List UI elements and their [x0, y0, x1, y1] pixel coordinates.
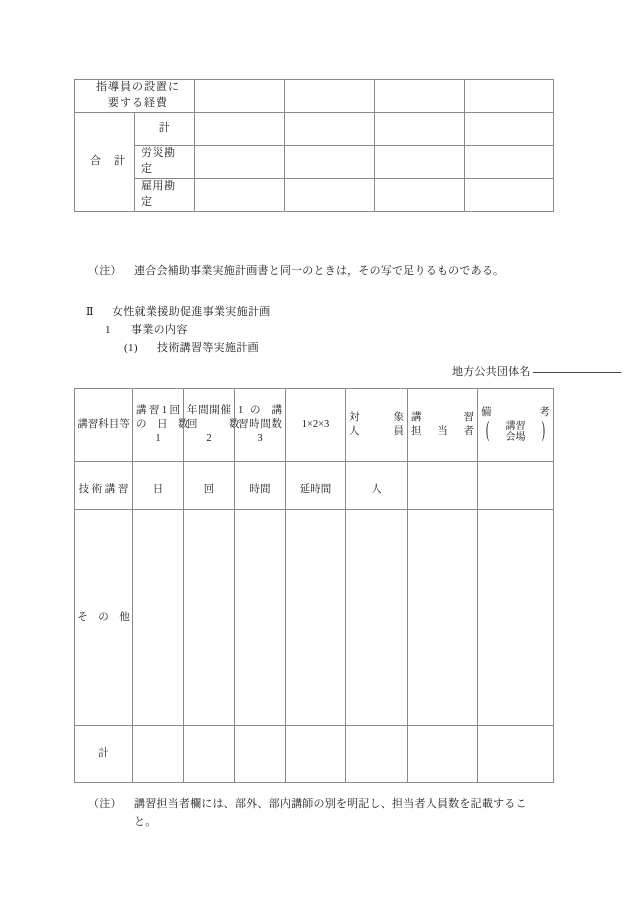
header-hours-line2: 習時間数 [238, 418, 282, 430]
row-label-line1: 合 計 [90, 155, 126, 168]
row-label-grand-total [75, 113, 135, 212]
item-heading-text: 技術講習等実施計画 [157, 342, 259, 354]
cell-target-persons[interactable] [346, 510, 408, 726]
note-top [88, 262, 504, 280]
cell-product[interactable] [286, 510, 346, 726]
cell-remarks[interactable] [478, 462, 554, 510]
cell-value[interactable] [375, 80, 465, 113]
note-bottom-continuation: と。 [134, 816, 157, 829]
table-row [75, 113, 554, 146]
subsection-heading-text: 事業の内容 [131, 324, 188, 336]
cell-days[interactable] [133, 510, 184, 726]
cell-target-unit: 人 [371, 484, 382, 496]
cell-value[interactable] [465, 80, 554, 113]
note-top-text: 連合会補助事業実施計画書と同一のときは，その写で足りるものである。 [134, 265, 505, 277]
row-label-line1: 指導員の設置に [96, 81, 180, 94]
cell-sessions[interactable] [184, 462, 235, 510]
section-heading [86, 303, 271, 319]
cell-value[interactable] [375, 113, 465, 146]
cell-value[interactable] [285, 113, 375, 146]
note-top-lead: （注） [88, 265, 122, 277]
cell-hours[interactable] [235, 462, 286, 510]
header-subject-label: 講習科目等 [77, 419, 130, 431]
header-hours-line1: 1 の 講 [238, 404, 282, 416]
table-row [75, 510, 554, 726]
cell-sessions[interactable] [184, 726, 235, 783]
table-row [75, 146, 554, 179]
organization-name-input[interactable] [533, 361, 621, 373]
cell-sessions[interactable] [184, 510, 235, 726]
cell-days[interactable] [133, 462, 184, 510]
table-row [75, 80, 554, 113]
cell-value[interactable] [195, 146, 285, 179]
note-bottom [88, 795, 558, 831]
subsection-heading-number: 1 [105, 324, 111, 336]
row-label-text: 技 術 講 習 [78, 484, 129, 496]
cell-days[interactable] [133, 726, 184, 783]
right-paren-icon: ) [541, 419, 545, 444]
row-label-line2: 要する経費 [108, 97, 168, 109]
cell-product[interactable] [286, 462, 346, 510]
cell-days-unit: 日 [152, 484, 164, 496]
header-remarks-label: 備 考 [481, 406, 550, 418]
section-heading-text: 女性就業援助促進事業実施計画 [112, 306, 271, 318]
header-instructor-line2: 担 当 者 [411, 426, 474, 437]
header-instructor-line1: 講 習 [411, 412, 474, 424]
row-label-technical-training [75, 462, 133, 510]
expense-summary-table [74, 79, 554, 212]
row-label-other: そ の 他 [75, 510, 133, 726]
header-remarks-paren-line1: 講習 [505, 420, 526, 432]
table-row [75, 726, 554, 783]
cell-instructor[interactable] [408, 462, 478, 510]
cell-sessions-unit: 回 [203, 484, 215, 496]
header-instructor [408, 389, 478, 462]
cell-instructor[interactable] [408, 510, 478, 726]
subrow-label-line1: 労災勘 [141, 147, 176, 160]
cell-value[interactable] [195, 179, 285, 212]
left-paren-icon: ( [486, 419, 490, 444]
cell-remarks[interactable] [478, 726, 554, 783]
table-row [75, 179, 554, 212]
subrow-label-line1: 雇用勘 [141, 180, 176, 193]
cell-value[interactable] [195, 113, 285, 146]
cell-instructor[interactable] [408, 726, 478, 783]
subrow-label-workers-comp-account [135, 146, 195, 179]
cell-target-persons[interactable] [346, 462, 408, 510]
subrow-label-employment-account [135, 179, 195, 212]
cell-value[interactable] [465, 179, 554, 212]
header-annual-sessions [184, 389, 240, 462]
subrow-label-line2: 定 [141, 196, 153, 208]
cell-value[interactable] [285, 179, 375, 212]
training-plan-table [74, 388, 554, 783]
section-heading-number: Ⅱ [86, 306, 94, 318]
header-sessions-number: 2 [206, 433, 212, 445]
header-days-line1: 講習1回 [136, 404, 180, 416]
cell-value[interactable] [465, 146, 554, 179]
organization-name-field [452, 361, 621, 379]
cell-product[interactable] [286, 726, 346, 783]
cell-remarks[interactable] [478, 510, 554, 726]
header-days-number: 1 [155, 433, 161, 445]
header-sessions-line1: 年間開催 [187, 404, 231, 416]
row-label-supervisor-cost [75, 80, 195, 113]
organization-name-label: 地方公共団体名 [452, 366, 531, 378]
header-days-per-session [133, 389, 189, 462]
header-target-persons [346, 389, 408, 462]
cell-value[interactable] [285, 80, 375, 113]
header-product [286, 389, 346, 462]
cell-hours[interactable] [235, 726, 286, 783]
cell-value[interactable] [375, 146, 465, 179]
item-heading [124, 339, 259, 355]
cell-product-unit: 延時間 [299, 484, 332, 496]
subsection-heading [105, 321, 188, 337]
item-heading-number: (1) [124, 342, 138, 354]
header-hours-number: 3 [257, 433, 263, 445]
header-remarks-paren-group [478, 421, 553, 445]
header-hours-per-day [235, 389, 286, 462]
table-header-row [75, 389, 554, 462]
cell-hours-unit: 時間 [249, 484, 271, 496]
cell-value[interactable] [375, 179, 465, 212]
cell-hours[interactable] [235, 510, 286, 726]
header-subject [75, 389, 133, 462]
cell-value[interactable] [195, 80, 285, 113]
table-row [75, 462, 554, 510]
header-product-label: 1×2×3 [301, 419, 330, 431]
header-sessions-line2: 回 数 [187, 418, 240, 430]
header-remarks [478, 389, 554, 462]
header-remarks-paren-line2: 会場 [505, 432, 526, 444]
header-remarks-paren-inner [506, 421, 526, 445]
subrow-label-total: 計 [135, 113, 195, 146]
cell-value[interactable] [285, 146, 375, 179]
note-bottom-lead: （注） [88, 798, 122, 810]
header-target-line1: 対 象 [349, 412, 404, 424]
subrow-label-line2: 定 [141, 163, 153, 175]
header-target-line2: 人 員 [349, 426, 404, 437]
cell-target-persons[interactable] [346, 726, 408, 783]
row-label-total: 計 [75, 726, 133, 783]
cell-value[interactable] [465, 113, 554, 146]
header-days-line2: の 日 数 [136, 418, 189, 430]
note-bottom-text: 講習担当者欄には、部外、部内講師の別を明記し、担当者人員数を記載するこ [134, 798, 527, 810]
